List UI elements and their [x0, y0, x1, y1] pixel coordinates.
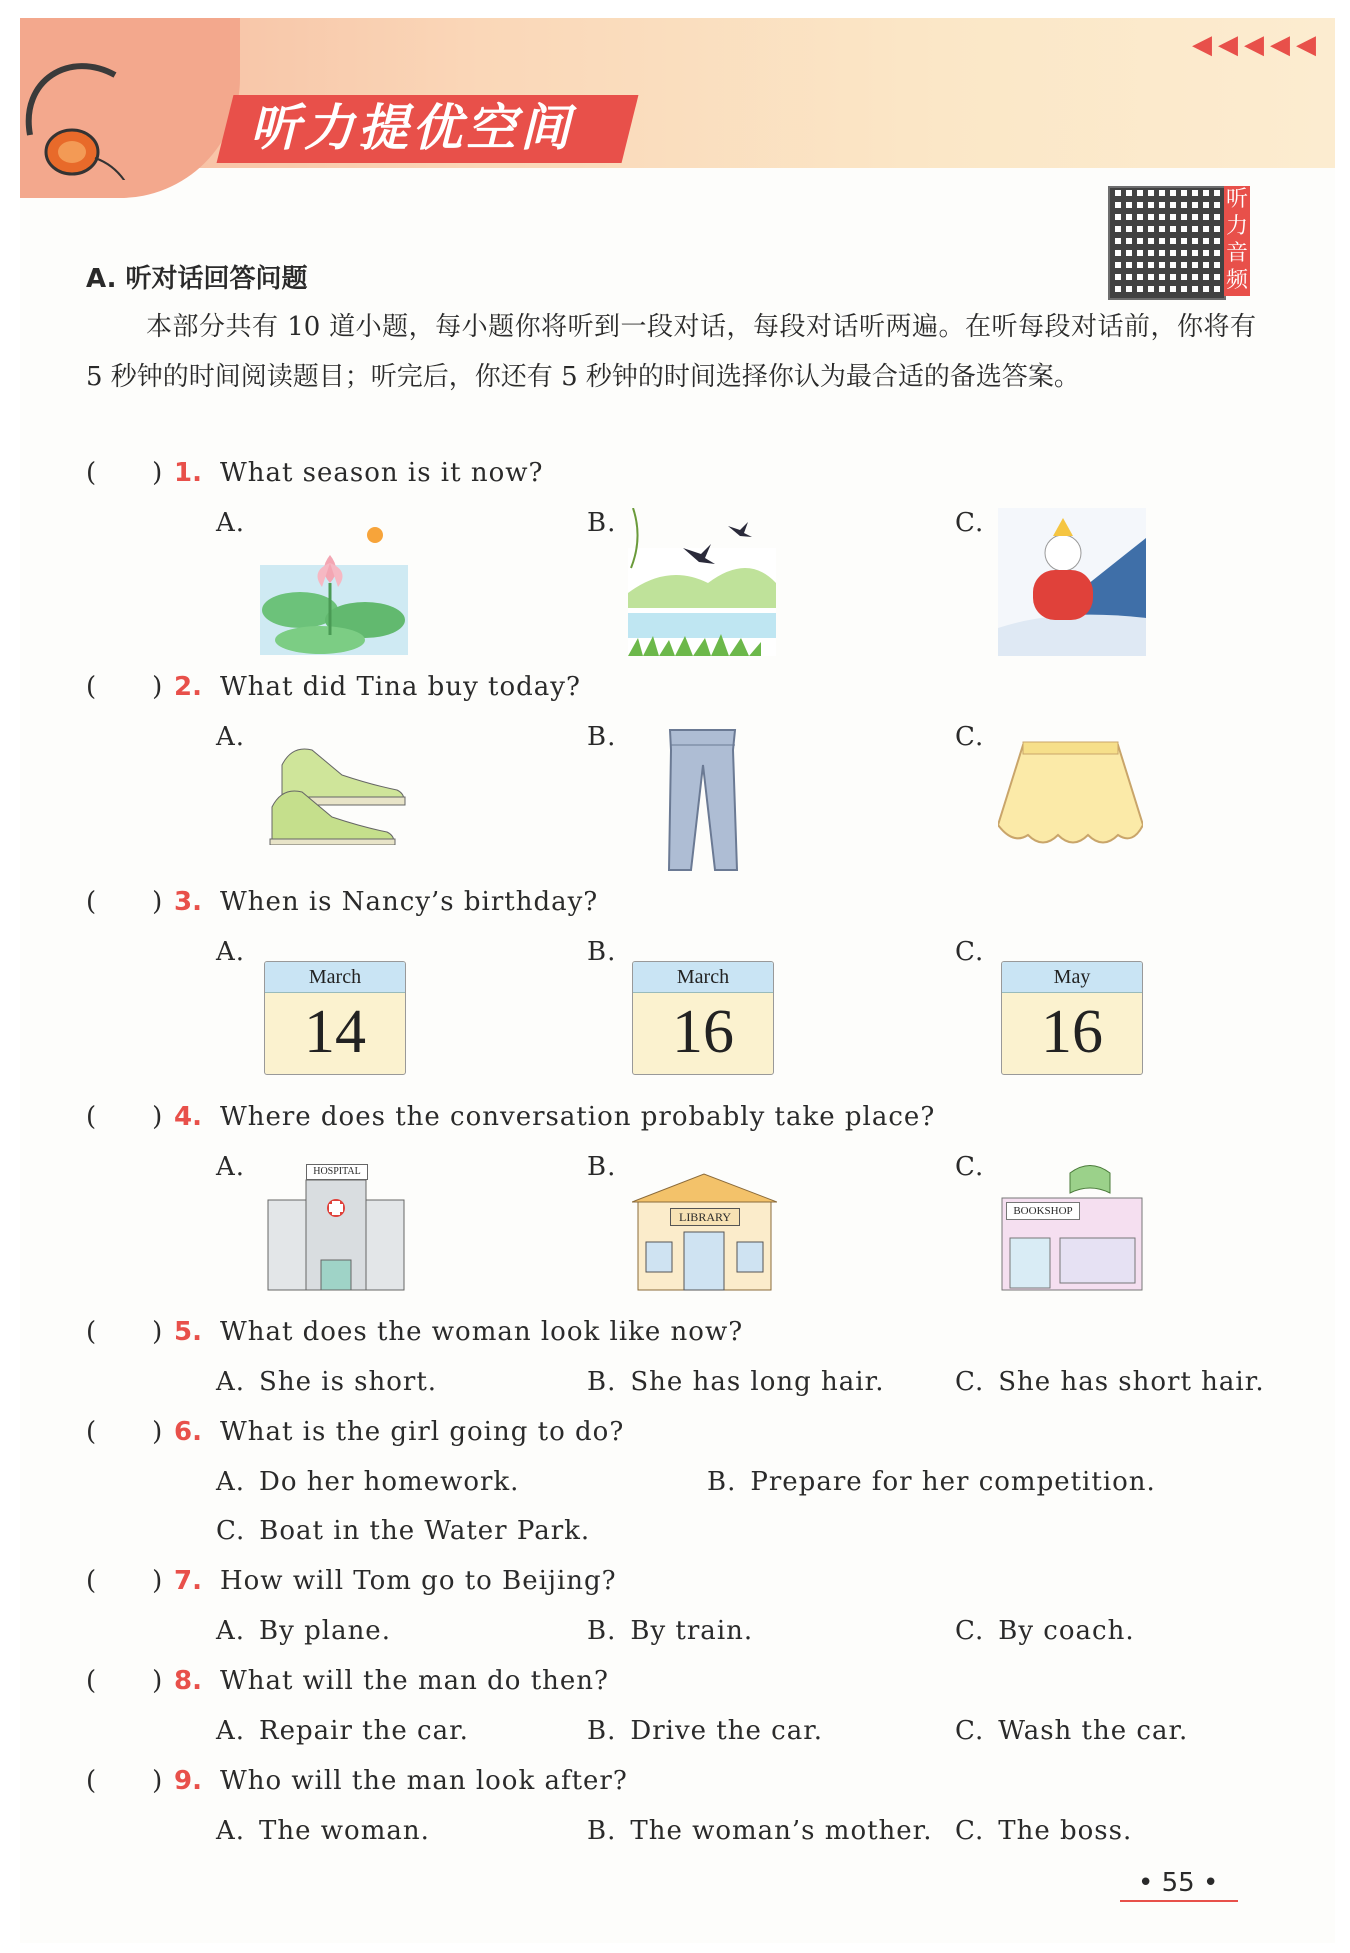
question-7: ( ) 7. How will Tom go to Beijing?	[86, 1566, 617, 1596]
option-letter[interactable]: B.	[587, 1152, 617, 1182]
hospital-sign: HOSPITAL	[306, 1164, 368, 1180]
question-2: ( ) 2. What did Tina buy today?	[86, 672, 581, 702]
question-text: Who will the man look after?	[219, 1766, 628, 1796]
question-text: What is the girl going to do?	[219, 1417, 625, 1447]
question-6: ( ) 6. What is the girl going to do?	[86, 1417, 625, 1447]
page-title: 听力提优空间	[250, 99, 574, 157]
option-c[interactable]: C. The boss.	[955, 1816, 1133, 1846]
winter-snowman-picture[interactable]	[998, 508, 1146, 656]
option-b[interactable]: B. By train.	[587, 1616, 754, 1646]
instructions: 本部分共有 10 道小题，每小题你将听到一段对话，每段对话听两遍。在听每段对话前，你将有 5 秒钟的时间阅读题目；听完后，你还有 5 秒钟的时间选择你认为最合适的备选答案。	[86, 312, 1256, 392]
option-letter[interactable]: B.	[587, 722, 617, 752]
question-number: 2.	[174, 672, 202, 702]
question-text: How will Tom go to Beijing?	[219, 1566, 617, 1596]
calendar-card[interactable]	[632, 961, 774, 1075]
library-sign: LIBRARY	[670, 1208, 740, 1226]
option-a[interactable]: A. By plane.	[216, 1616, 391, 1646]
option-c[interactable]: C. By coach.	[955, 1616, 1135, 1646]
option-letter[interactable]: A.	[216, 937, 246, 967]
library-picture[interactable]	[632, 1172, 777, 1292]
option-b[interactable]: B. The woman’s mother.	[587, 1816, 933, 1846]
option-c[interactable]: C. Boat in the Water Park.	[216, 1516, 591, 1546]
arrow-decoration: ◀◀◀◀◀	[1192, 30, 1322, 60]
option-a[interactable]: A. She is short.	[216, 1367, 438, 1397]
qr-code-icon[interactable]	[1108, 186, 1226, 300]
option-letter[interactable]: C.	[955, 1152, 985, 1182]
calendar-month: March	[633, 962, 773, 993]
calendar-card[interactable]	[1001, 961, 1143, 1075]
option-letter[interactable]: A.	[216, 508, 246, 538]
question-4: ( ) 4. Where does the conversation probably take place?	[86, 1102, 936, 1132]
question-text: What will the man do then?	[219, 1666, 609, 1696]
question-number: 3.	[174, 887, 202, 917]
calendar-month: May	[1002, 962, 1142, 993]
hospital-picture[interactable]	[266, 1160, 406, 1292]
question-number: 9.	[174, 1766, 202, 1796]
question-3: ( ) 3. When is Nancy’s birthday?	[86, 887, 599, 917]
page-number-underline	[1120, 1900, 1238, 1902]
skirt-picture[interactable]	[998, 740, 1143, 855]
question-number: 6.	[174, 1417, 202, 1447]
option-a[interactable]: A. The woman.	[216, 1816, 430, 1846]
section-title: A. 听对话回答问题	[86, 264, 308, 294]
option-b[interactable]: B. Prepare for her competition.	[707, 1467, 1156, 1497]
page-number: • 55 •	[1138, 1868, 1219, 1898]
option-letter[interactable]: B.	[587, 508, 617, 538]
question-text: What season is it now?	[219, 458, 544, 488]
option-a[interactable]: A. Repair the car.	[216, 1716, 469, 1746]
question-8: ( ) 8. What will the man do then?	[86, 1666, 609, 1696]
answer-paren-open[interactable]: (	[86, 458, 97, 488]
calendar-month: March	[265, 962, 405, 993]
question-9: ( ) 9. Who will the man look after?	[86, 1766, 628, 1796]
calendar-day: 14	[304, 998, 366, 1066]
question-text: What does the woman look like now?	[219, 1317, 744, 1347]
option-letter[interactable]: C.	[955, 937, 985, 967]
question-number: 4.	[174, 1102, 202, 1132]
calendar-day: 16	[672, 998, 734, 1066]
question-number: 8.	[174, 1666, 202, 1696]
qr-label: 听力音频	[1224, 186, 1250, 296]
question-number: 5.	[174, 1317, 202, 1347]
option-letter[interactable]: A.	[216, 1152, 246, 1182]
option-letter[interactable]: C.	[955, 722, 985, 752]
option-letter[interactable]: C.	[955, 508, 985, 538]
option-letter[interactable]: A.	[216, 722, 246, 752]
calendar-day: 16	[1041, 998, 1103, 1066]
bookshop-sign: BOOKSHOP	[1006, 1202, 1080, 1220]
question-text: Where does the conversation probably take place?	[219, 1102, 936, 1132]
option-b[interactable]: B. Drive the car.	[587, 1716, 824, 1746]
option-a[interactable]: A. Do her homework.	[216, 1467, 520, 1497]
bookshop-picture[interactable]	[1000, 1158, 1145, 1292]
option-c[interactable]: C. She has short hair.	[955, 1367, 1265, 1397]
calendar-card[interactable]	[264, 961, 406, 1075]
headphones-icon	[10, 40, 160, 180]
question-number: 1.	[174, 458, 202, 488]
option-letter[interactable]: B.	[587, 937, 617, 967]
summer-lotus-picture[interactable]	[260, 515, 408, 655]
option-c[interactable]: C. Wash the car.	[955, 1716, 1189, 1746]
question-text: When is Nancy’s birthday?	[219, 887, 599, 917]
question-5: ( ) 5. What does the woman look like now?	[86, 1317, 744, 1347]
question-1: ( ) 1. What season is it now?	[86, 458, 544, 488]
library-building-icon	[632, 1172, 777, 1292]
jeans-picture[interactable]	[665, 725, 740, 873]
sneakers-picture[interactable]	[262, 735, 412, 845]
bookshop-building-icon	[1000, 1158, 1145, 1292]
spring-swallows-picture[interactable]	[628, 508, 776, 656]
question-number: 7.	[174, 1566, 202, 1596]
option-b[interactable]: B. She has long hair.	[587, 1367, 885, 1397]
question-text: What did Tina buy today?	[219, 672, 581, 702]
